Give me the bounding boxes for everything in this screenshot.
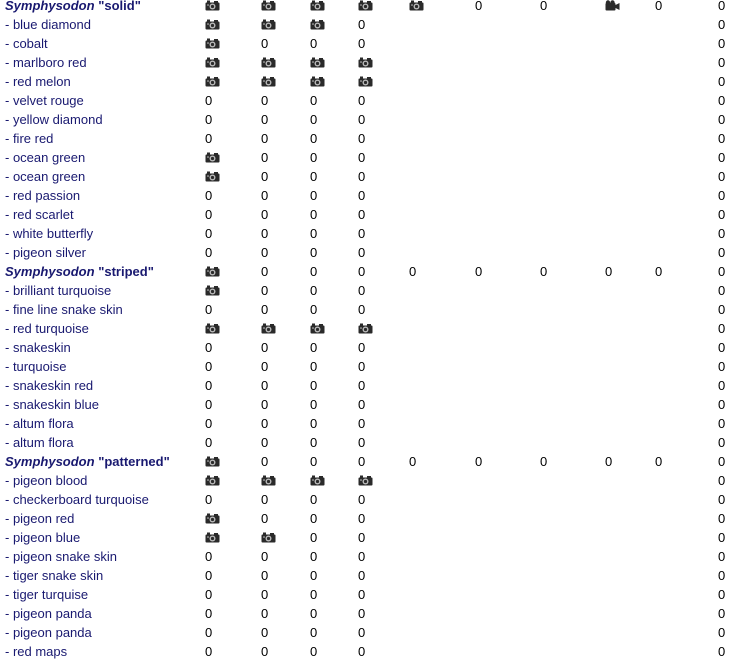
count-value: 0 — [358, 207, 366, 222]
camera-icon[interactable] — [205, 262, 220, 281]
count-value: 0 — [358, 530, 366, 545]
table-row — [0, 414, 749, 433]
table-row — [0, 281, 749, 300]
count-value: 0 — [261, 587, 269, 602]
count-value: 0 — [310, 606, 318, 621]
table-row — [0, 433, 749, 452]
species-name: - red turquoise — [5, 321, 89, 336]
count-value: 0 — [475, 0, 483, 13]
count-value: 0 — [310, 93, 318, 108]
count-value: 0 — [475, 264, 483, 279]
count-value: 0 — [310, 549, 318, 564]
count-value: 0 — [310, 435, 318, 450]
species-name: - pigeon snake skin — [5, 549, 118, 564]
count-value: 0 — [358, 511, 366, 526]
count-value: 0 — [205, 245, 213, 260]
count-value: 0 — [310, 568, 318, 583]
count-value: 0 — [718, 397, 726, 412]
count-value: 0 — [358, 416, 366, 431]
count-value: 0 — [205, 302, 213, 317]
count-value: 0 — [310, 131, 318, 146]
count-value: 0 — [718, 112, 726, 127]
count-value: 0 — [261, 359, 269, 374]
camera-icon[interactable] — [310, 471, 325, 490]
camera-icon[interactable] — [205, 471, 220, 490]
species-name: - altum flora — [5, 435, 74, 450]
count-value: 0 — [205, 625, 213, 640]
genus-label: Symphysodon — [5, 0, 95, 13]
count-value: 0 — [261, 568, 269, 583]
count-value: 0 — [718, 359, 726, 374]
count-value: 0 — [261, 112, 269, 127]
count-value: 0 — [205, 435, 213, 450]
camera-icon[interactable] — [310, 15, 325, 34]
camera-icon[interactable] — [261, 53, 276, 72]
species-name: - yellow diamond — [5, 112, 103, 127]
count-value: 0 — [358, 397, 366, 412]
camera-icon[interactable] — [205, 148, 220, 167]
count-value: 0 — [540, 0, 548, 13]
count-value: 0 — [261, 416, 269, 431]
camera-icon[interactable] — [205, 528, 220, 547]
table-row — [0, 490, 749, 509]
count-value: 0 — [261, 264, 269, 279]
count-value: 0 — [358, 112, 366, 127]
species-name: - pigeon panda — [5, 625, 92, 640]
count-value: 0 — [718, 587, 726, 602]
count-value: 0 — [718, 226, 726, 241]
genus-label: Symphysodon — [5, 454, 95, 469]
count-value: 0 — [261, 169, 269, 184]
table-row — [0, 91, 749, 110]
count-value: 0 — [261, 644, 269, 659]
count-value: 0 — [718, 150, 726, 165]
count-value: 0 — [358, 454, 366, 469]
count-value: 0 — [205, 606, 213, 621]
count-value: 0 — [718, 169, 726, 184]
species-name: - marlboro red — [5, 55, 87, 70]
count-value: 0 — [605, 264, 613, 279]
count-value: 0 — [310, 416, 318, 431]
group-name — [5, 262, 154, 281]
count-value: 0 — [718, 340, 726, 355]
table-row — [0, 167, 749, 186]
camera-icon[interactable] — [409, 0, 424, 15]
count-value: 0 — [310, 644, 318, 659]
count-value: 0 — [261, 131, 269, 146]
count-value: 0 — [310, 150, 318, 165]
count-value: 0 — [358, 587, 366, 602]
count-value: 0 — [205, 644, 213, 659]
camera-icon[interactable] — [310, 319, 325, 338]
table-row — [0, 528, 749, 547]
table-row — [0, 34, 749, 53]
count-value: 0 — [310, 36, 318, 51]
count-value: 0 — [358, 17, 366, 32]
species-name: - white butterfly — [5, 226, 94, 241]
count-value: 0 — [718, 511, 726, 526]
count-value: 0 — [205, 226, 213, 241]
count-value: 0 — [358, 188, 366, 203]
count-value: 0 — [718, 207, 726, 222]
count-value: 0 — [261, 207, 269, 222]
count-value: 0 — [310, 492, 318, 507]
species-name: - snakeskin red — [5, 378, 94, 393]
count-value: 0 — [205, 397, 213, 412]
count-value: 0 — [310, 226, 318, 241]
table-row — [0, 376, 749, 395]
count-value: 0 — [261, 435, 269, 450]
count-value: 0 — [261, 625, 269, 640]
camera-icon[interactable] — [310, 0, 325, 15]
count-value: 0 — [718, 74, 726, 89]
count-value: 0 — [655, 264, 663, 279]
count-value: 0 — [358, 549, 366, 564]
count-value: 0 — [310, 264, 318, 279]
count-value: 0 — [358, 169, 366, 184]
count-value: 0 — [261, 283, 269, 298]
count-value: 0 — [409, 454, 417, 469]
camera-icon[interactable] — [261, 319, 276, 338]
species-name: - snakeskin — [5, 340, 71, 355]
count-value: 0 — [205, 188, 213, 203]
camera-icon[interactable] — [261, 528, 276, 547]
count-value: 0 — [205, 492, 213, 507]
count-value: 0 — [261, 511, 269, 526]
species-name: - red melon — [5, 74, 71, 89]
count-value: 0 — [409, 264, 417, 279]
camera-icon[interactable] — [205, 167, 220, 186]
count-value: 0 — [358, 36, 366, 51]
count-value: 0 — [718, 131, 726, 146]
species-name: - tiger turquise — [5, 587, 89, 602]
count-value: 0 — [261, 492, 269, 507]
table-row — [0, 300, 749, 319]
count-value: 0 — [358, 245, 366, 260]
count-value: 0 — [310, 587, 318, 602]
table-row — [0, 471, 749, 490]
species-name: - pigeon silver — [5, 245, 86, 260]
camera-icon[interactable] — [261, 0, 276, 15]
species-name: - pigeon red — [5, 511, 75, 526]
video-camera-icon[interactable] — [605, 0, 620, 15]
table-row — [0, 642, 749, 661]
count-value: 0 — [261, 150, 269, 165]
count-value: 0 — [718, 644, 726, 659]
count-value: 0 — [358, 226, 366, 241]
camera-icon[interactable] — [310, 72, 325, 91]
count-value: 0 — [718, 55, 726, 70]
count-value: 0 — [358, 606, 366, 621]
camera-icon[interactable] — [358, 72, 373, 91]
count-value: 0 — [718, 245, 726, 260]
count-value: 0 — [655, 0, 663, 13]
count-value: 0 — [718, 435, 726, 450]
species-name: - tiger snake skin — [5, 568, 104, 583]
camera-icon[interactable] — [205, 72, 220, 91]
count-value: 0 — [261, 302, 269, 317]
camera-icon[interactable] — [205, 53, 220, 72]
camera-icon[interactable] — [205, 0, 220, 15]
count-value: 0 — [718, 302, 726, 317]
count-value: 0 — [718, 321, 726, 336]
species-name: - snakeskin blue — [5, 397, 99, 412]
count-value: 0 — [358, 283, 366, 298]
count-value: 0 — [358, 340, 366, 355]
count-value: 0 — [205, 416, 213, 431]
species-name: - cobalt — [5, 36, 48, 51]
count-value: 0 — [205, 93, 213, 108]
table-row — [0, 15, 749, 34]
species-name: - red scarlet — [5, 207, 74, 222]
count-value: 0 — [310, 188, 318, 203]
variety-label: "solid" — [94, 0, 141, 13]
table-row — [0, 205, 749, 224]
count-value: 0 — [261, 397, 269, 412]
count-value: 0 — [261, 36, 269, 51]
camera-icon[interactable] — [205, 281, 220, 300]
count-value: 0 — [310, 511, 318, 526]
count-value: 0 — [310, 112, 318, 127]
species-name: - altum flora — [5, 416, 74, 431]
count-value: 0 — [655, 454, 663, 469]
count-value: 0 — [310, 397, 318, 412]
camera-icon[interactable] — [205, 34, 220, 53]
camera-icon[interactable] — [310, 53, 325, 72]
count-value: 0 — [205, 207, 213, 222]
group-name — [5, 452, 170, 471]
count-value: 0 — [718, 473, 726, 488]
table-row — [0, 224, 749, 243]
species-name: - velvet rouge — [5, 93, 84, 108]
count-value: 0 — [718, 17, 726, 32]
count-value: 0 — [261, 340, 269, 355]
count-value: 0 — [205, 340, 213, 355]
camera-icon[interactable] — [358, 0, 373, 15]
table-row — [0, 357, 749, 376]
count-value: 0 — [718, 0, 726, 13]
camera-icon[interactable] — [205, 15, 220, 34]
species-name: - brilliant turquoise — [5, 283, 112, 298]
count-value: 0 — [358, 378, 366, 393]
count-value: 0 — [718, 283, 726, 298]
species-name: - fire red — [5, 131, 54, 146]
table-row — [0, 110, 749, 129]
count-value: 0 — [605, 454, 613, 469]
count-value: 0 — [310, 454, 318, 469]
species-name: - red passion — [5, 188, 81, 203]
count-value: 0 — [310, 340, 318, 355]
count-value: 0 — [358, 264, 366, 279]
count-value: 0 — [718, 93, 726, 108]
count-value: 0 — [205, 359, 213, 374]
count-value: 0 — [358, 568, 366, 583]
camera-icon[interactable] — [261, 471, 276, 490]
count-value: 0 — [261, 226, 269, 241]
camera-icon[interactable] — [358, 53, 373, 72]
count-value: 0 — [358, 131, 366, 146]
table-row — [0, 148, 749, 167]
camera-icon[interactable] — [205, 319, 220, 338]
count-value: 0 — [261, 454, 269, 469]
count-value: 0 — [261, 93, 269, 108]
count-value: 0 — [310, 359, 318, 374]
count-value: 0 — [540, 264, 548, 279]
species-name: - red maps — [5, 644, 68, 659]
count-value: 0 — [205, 112, 213, 127]
count-value: 0 — [718, 568, 726, 583]
species-name: - ocean green — [5, 150, 86, 165]
count-value: 0 — [718, 625, 726, 640]
count-value: 0 — [310, 207, 318, 222]
camera-icon[interactable] — [358, 319, 373, 338]
table-row — [0, 547, 749, 566]
count-value: 0 — [475, 454, 483, 469]
table-row — [0, 186, 749, 205]
count-value: 0 — [205, 378, 213, 393]
count-value: 0 — [205, 549, 213, 564]
count-value: 0 — [718, 378, 726, 393]
count-value: 0 — [261, 606, 269, 621]
species-name: - checkerboard turquoise — [5, 492, 149, 507]
camera-icon[interactable] — [261, 15, 276, 34]
count-value: 0 — [718, 416, 726, 431]
count-value: 0 — [358, 93, 366, 108]
camera-icon[interactable] — [358, 471, 373, 490]
count-value: 0 — [358, 644, 366, 659]
count-value: 0 — [358, 302, 366, 317]
count-value: 0 — [310, 169, 318, 184]
count-value: 0 — [261, 549, 269, 564]
count-value: 0 — [310, 245, 318, 260]
count-value: 0 — [358, 492, 366, 507]
table-row — [0, 319, 749, 338]
table-row — [0, 566, 749, 585]
count-value: 0 — [310, 283, 318, 298]
count-value: 0 — [718, 454, 726, 469]
table-row — [0, 338, 749, 357]
group-row — [0, 0, 749, 15]
table-row — [0, 243, 749, 262]
count-value: 0 — [718, 549, 726, 564]
count-value: 0 — [718, 530, 726, 545]
variety-label: "striped" — [94, 264, 154, 279]
species-name: - turquoise — [5, 359, 67, 374]
table-row — [0, 395, 749, 414]
count-value: 0 — [261, 188, 269, 203]
species-name: - pigeon blue — [5, 530, 81, 545]
count-value: 0 — [358, 435, 366, 450]
camera-icon[interactable] — [261, 72, 276, 91]
variety-label: "patterned" — [94, 454, 170, 469]
species-name: - pigeon blood — [5, 473, 88, 488]
group-name — [5, 0, 141, 15]
count-value: 0 — [718, 606, 726, 621]
count-value: 0 — [358, 150, 366, 165]
count-value: 0 — [540, 454, 548, 469]
count-value: 0 — [718, 264, 726, 279]
table-row — [0, 53, 749, 72]
species-name: - ocean green — [5, 169, 86, 184]
table-row — [0, 129, 749, 148]
camera-icon[interactable] — [205, 452, 220, 471]
table-row — [0, 604, 749, 623]
count-value: 0 — [718, 492, 726, 507]
table-row — [0, 509, 749, 528]
count-value: 0 — [261, 245, 269, 260]
genus-label: Symphysodon — [5, 264, 95, 279]
count-value: 0 — [261, 378, 269, 393]
count-value: 0 — [205, 131, 213, 146]
count-value: 0 — [205, 587, 213, 602]
count-value: 0 — [718, 36, 726, 51]
count-value: 0 — [310, 625, 318, 640]
table-row — [0, 72, 749, 91]
group-row — [0, 262, 749, 281]
table-row — [0, 623, 749, 642]
group-row — [0, 452, 749, 471]
camera-icon[interactable] — [205, 509, 220, 528]
count-value: 0 — [358, 359, 366, 374]
species-name: - pigeon panda — [5, 606, 92, 621]
count-value: 0 — [310, 302, 318, 317]
count-value: 0 — [205, 568, 213, 583]
count-value: 0 — [310, 530, 318, 545]
table-row — [0, 585, 749, 604]
count-value: 0 — [718, 188, 726, 203]
species-name: - blue diamond — [5, 17, 91, 32]
species-name: - fine line snake skin — [5, 302, 123, 317]
count-value: 0 — [358, 625, 366, 640]
count-value: 0 — [310, 378, 318, 393]
